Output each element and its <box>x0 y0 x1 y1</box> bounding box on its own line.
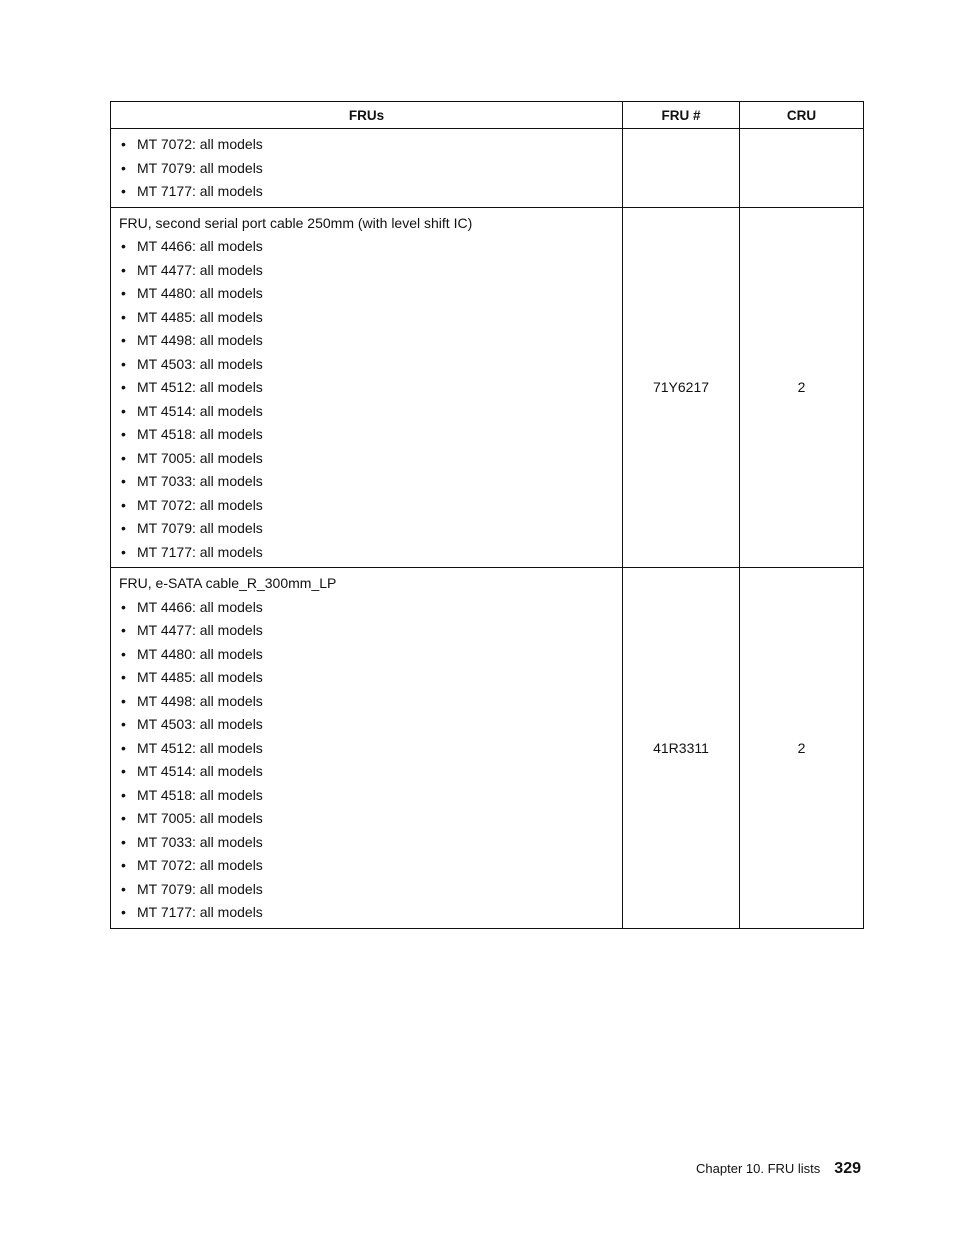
model-list <box>119 596 622 925</box>
list-item <box>119 470 622 494</box>
model-text: MT 4518: all models <box>137 786 263 803</box>
table-row <box>111 207 864 568</box>
cru-cell: 2 <box>740 207 864 568</box>
bullet-icon: • <box>121 645 126 662</box>
bullet-icon: • <box>121 136 126 152</box>
model-text: MT 4485: all models <box>137 669 263 685</box>
model-text: MT 4518: all models <box>137 426 263 442</box>
model-text: MT 4503: all models <box>137 355 263 372</box>
bullet-icon: • <box>121 285 126 301</box>
model-text: MT 4466: all models <box>137 238 263 254</box>
bullet-icon: • <box>121 449 126 466</box>
list-item <box>119 353 622 377</box>
list-item <box>119 235 622 259</box>
table-body <box>111 129 864 929</box>
list-item <box>119 157 622 181</box>
chapter-title: Chapter 10. FRU lists <box>696 1161 821 1176</box>
model-text: MT 7033: all models <box>137 473 263 489</box>
cru-cell <box>740 129 864 208</box>
fru-description: FRU, second serial port cable 250mm (with level shift IC) <box>119 214 473 231</box>
bullet-icon: • <box>121 496 126 513</box>
bullet-icon: • <box>121 692 126 709</box>
table-row <box>111 568 864 929</box>
model-text: MT 7005: all models <box>137 449 263 466</box>
list-item <box>119 376 622 400</box>
bullet-icon: • <box>121 159 126 176</box>
list-item <box>119 713 622 737</box>
model-text: MT 7177: all models <box>137 543 263 560</box>
model-text: MT 4477: all models <box>137 622 263 638</box>
bullet-icon: • <box>121 739 126 756</box>
bullet-icon: • <box>121 473 126 489</box>
bullet-icon: • <box>121 880 126 897</box>
model-text: MT 4466: all models <box>137 598 263 615</box>
bullet-icon: • <box>121 598 126 615</box>
fru-description-cell <box>111 129 623 208</box>
model-text: MT 7072: all models <box>137 496 263 513</box>
list-item <box>119 901 622 925</box>
list-item <box>119 807 622 831</box>
model-text: MT 7005: all models <box>137 810 263 826</box>
list-item <box>119 259 622 283</box>
bullet-icon: • <box>121 355 126 372</box>
list-item <box>119 329 622 353</box>
fru-number-cell: 71Y6217 <box>623 207 740 568</box>
list-item <box>119 643 622 667</box>
model-text: MT 4477: all models <box>137 261 263 278</box>
list-item <box>119 180 622 204</box>
bullet-icon: • <box>121 238 126 254</box>
bullet-icon: • <box>121 904 126 920</box>
model-text: MT 7079: all models <box>137 880 263 897</box>
list-item <box>119 133 622 157</box>
list-item <box>119 690 622 714</box>
model-text: MT 4512: all models <box>137 739 263 756</box>
header-frus: FRUs <box>111 102 623 129</box>
list-item <box>119 306 622 330</box>
bullet-icon: • <box>121 857 126 873</box>
bullet-icon: • <box>121 183 126 199</box>
table-header-row <box>111 102 864 129</box>
bullet-icon: • <box>121 308 126 325</box>
fru-description-cell <box>111 207 623 568</box>
bullet-icon: • <box>121 622 126 638</box>
model-text: MT 4514: all models <box>137 763 263 779</box>
fru-number-cell: 41R3311 <box>623 568 740 929</box>
bullet-icon: • <box>121 763 126 779</box>
fru-table <box>110 101 864 929</box>
bullet-icon: • <box>121 716 126 732</box>
table-row <box>111 129 864 208</box>
bullet-icon: • <box>121 426 126 442</box>
fru-number-cell <box>623 129 740 208</box>
list-item <box>119 517 622 541</box>
list-item <box>119 831 622 855</box>
model-list <box>119 133 622 204</box>
model-text: MT 7079: all models <box>137 159 263 176</box>
list-item <box>119 596 622 620</box>
fru-description: FRU, e-SATA cable_R_300mm_LP <box>119 575 337 591</box>
header-cru: CRU <box>740 102 864 129</box>
list-item <box>119 494 622 518</box>
header-fru-number: FRU # <box>623 102 740 129</box>
model-text: MT 7072: all models <box>137 857 263 873</box>
bullet-icon: • <box>121 402 126 419</box>
model-text: MT 7079: all models <box>137 520 263 536</box>
model-text: MT 4512: all models <box>137 379 263 395</box>
bullet-icon: • <box>121 543 126 560</box>
model-text: MT 4498: all models <box>137 332 263 348</box>
model-text: MT 4514: all models <box>137 402 263 419</box>
fru-description-cell <box>111 568 623 929</box>
bullet-icon: • <box>121 520 126 536</box>
list-item <box>119 760 622 784</box>
bullet-icon: • <box>121 810 126 826</box>
bullet-icon: • <box>121 786 126 803</box>
list-item <box>119 541 622 565</box>
list-item <box>119 878 622 902</box>
cru-cell: 2 <box>740 568 864 929</box>
bullet-icon: • <box>121 261 126 278</box>
model-text: MT 4480: all models <box>137 645 263 662</box>
list-item <box>119 737 622 761</box>
model-list <box>119 235 622 564</box>
list-item <box>119 619 622 643</box>
bullet-icon: • <box>121 332 126 348</box>
list-item <box>119 400 622 424</box>
model-text: MT 7177: all models <box>137 904 263 920</box>
list-item <box>119 666 622 690</box>
model-text: MT 4503: all models <box>137 716 263 732</box>
model-text: MT 7072: all models <box>137 136 263 152</box>
page-footer <box>696 1160 861 1178</box>
model-text: MT 4485: all models <box>137 308 263 325</box>
model-text: MT 4498: all models <box>137 692 263 709</box>
bullet-icon: • <box>121 833 126 850</box>
list-item <box>119 282 622 306</box>
list-item <box>119 423 622 447</box>
list-item <box>119 854 622 878</box>
bullet-icon: • <box>121 379 126 395</box>
list-item <box>119 784 622 808</box>
bullet-icon: • <box>121 669 126 685</box>
model-text: MT 7177: all models <box>137 183 263 199</box>
model-text: MT 4480: all models <box>137 285 263 301</box>
model-text: MT 7033: all models <box>137 833 263 850</box>
page-number: 329 <box>834 1160 861 1177</box>
list-item <box>119 447 622 471</box>
